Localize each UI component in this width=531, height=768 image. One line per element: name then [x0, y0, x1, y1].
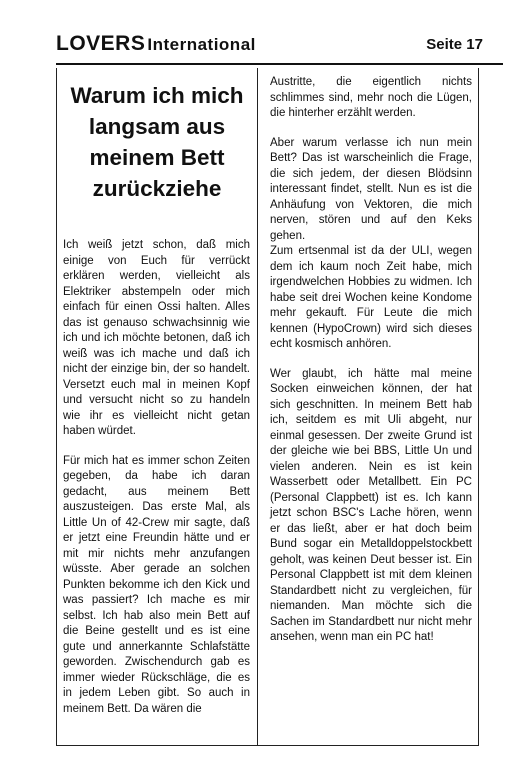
- right-paragraph-1: Austritte, die eigentlich nichts schlimmes sind, mehr noch die Lügen, die hinterher erzählt werden.: [270, 76, 472, 119]
- right-paragraph-4: Wer glaubt, ich hätte mal meine Socken einweichen können, der hat sich geschnitten. In meinem Bett hab ich, seitdem es mit Uli abgeht, nur einmal gesessen. Der zweite Grund ist der gleiche wie bei BBS, Little Un und vielen anderen. Nein es ist kein Wasserbett oder Metallbett. Ein PC (Personal Clappbett) ist es. Ich kann jetzt schon BSC's Lache hören, wenn er das ließt, aber er hat doch beim Bund sogar ein Metalldoppelstockbett geholt, was keinen Deut besser ist. Ein Personal Clappbett ist mit dem kleinen Standardbett nicht zu vergleichen, für niemanden. Man möchte sich die Sachen im Standardbett nur nicht mehr ansehen, wenn man ein PC hat!: [270, 367, 472, 643]
- magazine-logo: [56, 32, 256, 56]
- header-rule: [56, 63, 503, 65]
- left-paragraph-2: Für mich hat es immer schon Zeiten gegeben, da habe ich daran gedacht, aus meinem Bett auszusteigen. Das erste Mal, als Little Un of 42-Crew mir sagte, daß er jetzt eine Freundin hätte und er mit mir nichts mehr anzufangen wüsste. Aber gerade an solchen Punkten bekomme ich den Kick und was passiert? Ich mache es mir selbst. Ich hab also mein Bett auf die Beine gestellt und es ist eine gute und annerkannte Schlafstätte geworden. Zwischendurch gab es immer wieder Rückschläge, die es in jedem Leben gibt. So auch in meinem Bett. Da wären die: [63, 454, 250, 715]
- right-column: [256, 68, 479, 746]
- right-paragraph-2: Aber warum verlasse ich nun mein Bett? Das ist warscheinlich die Frage, die sich jedem, der diesen Blödsinn interessant findet, stellt. Nun es ist die Anhäufung von Vektoren, die mich nerven, stören und auf den Keks gehen.: [270, 136, 472, 242]
- page-header: [56, 30, 503, 64]
- page-number: Seite 17: [426, 36, 483, 53]
- logo-main-text: LOVERS: [56, 32, 146, 55]
- bottom-rule: [56, 745, 478, 746]
- right-paragraph-3: Zum ertsenmal ist da der ULI, wegen dem ich kaum noch Zeit habe, mich irgendwelchen Hobbies zu widmen. Ich habe seit drei Wochen keine Kondome mehr gekauft. Für Leute die mich kennen (HypoCrown) wird sich dieses echt kosmisch anhören.: [270, 245, 472, 350]
- logo-sub-text: International: [147, 35, 256, 54]
- left-column: [56, 68, 258, 746]
- article-title: Warum ich mich langsam aus meinem Bett zurückziehe: [70, 83, 244, 201]
- left-paragraph-1: Ich weiß jetzt schon, daß mich einige von Euch für verrückt erklären werden, vielleicht als Elektriker abstempeln oder mich einfach für einen Ossi halten. Alles das ist genauso schwachsinnig wie ich und ich möchte betonen, daß ich weiß was ich mache und daß ich nicht der einzige bin, der so handelt. Versetzt euch mal in meinen Kopf und versucht nicht so zu handeln wie ihr es vielleicht nicht getan haben würdet.: [63, 239, 250, 437]
